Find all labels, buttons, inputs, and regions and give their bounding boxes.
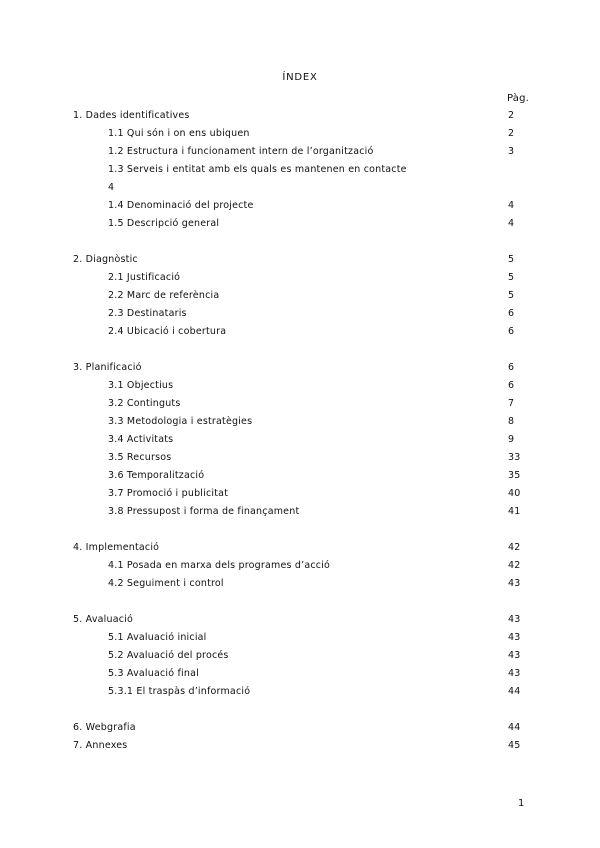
toc-entry: 5.3.1 El traspàs d’informació — [108, 686, 251, 697]
toc-page-number: 9 — [508, 434, 515, 445]
toc-entry: 3.2 Continguts — [108, 398, 181, 409]
toc-entry: 4.2 Seguiment i control — [108, 578, 224, 589]
toc-entry: 1.5 Descripció general — [108, 218, 220, 229]
toc-entry-section: 1. Dades identificatives — [73, 110, 190, 121]
toc-entry: 5.1 Avaluació inicial — [108, 632, 207, 643]
toc-page-number: 42 — [508, 542, 521, 553]
toc-entry: 2.3 Destinataris — [108, 308, 187, 319]
toc-entry: 4.1 Posada en marxa dels programes d’acció — [108, 560, 331, 571]
toc-entry: 1.3 Serveis i entitat amb els quals es mantenen en contacte — [108, 164, 407, 175]
toc-entry-section: 6. Webgrafia — [73, 722, 136, 733]
toc-page-number: 5 — [508, 272, 515, 283]
toc-page-number: 5 — [508, 290, 515, 301]
toc-entry: 1.2 Estructura i funcionament intern de l’organització — [108, 146, 374, 157]
toc-page-number: 35 — [508, 470, 521, 481]
toc-entry-wrapped-page: 4 — [108, 182, 115, 193]
toc-page-number: 8 — [508, 416, 515, 427]
toc-entry: 3.6 Temporalització — [108, 470, 205, 481]
toc-entry-section: 2. Diagnòstic — [73, 254, 138, 265]
toc-page-number: 44 — [508, 722, 521, 733]
toc-page-number: 40 — [508, 488, 521, 499]
toc-entry: 3.7 Promoció i publicitat — [108, 488, 229, 499]
index-title: ÍNDEX — [282, 72, 318, 83]
toc-page-number: 41 — [508, 506, 521, 517]
toc-entry: 5.2 Avaluació del procés — [108, 650, 229, 661]
toc-entry: 5.3 Avaluació final — [108, 668, 199, 679]
toc-entry: 2.1 Justificació — [108, 272, 181, 283]
toc-entry: 3.4 Activitats — [108, 434, 174, 445]
footer-page-number: 1 — [518, 798, 525, 809]
toc-entry-section: 4. Implementació — [73, 542, 160, 553]
toc-entry: 2.2 Marc de referència — [108, 290, 220, 301]
toc-page-number: 45 — [508, 740, 521, 751]
toc-page-number: 43 — [508, 668, 521, 679]
toc-entry: 3.8 Pressupost i forma de finançament — [108, 506, 300, 517]
toc-entry-section: 3. Planificació — [73, 362, 142, 373]
toc-entry: 3.1 Objectius — [108, 380, 174, 391]
toc-entry: 3.5 Recursos — [108, 452, 172, 463]
toc-entry: 2.4 Ubicació i cobertura — [108, 326, 227, 337]
toc-page-number: 7 — [508, 398, 515, 409]
toc-page-number: 43 — [508, 614, 521, 625]
toc-page-number: 4 — [508, 218, 515, 229]
toc-page-number: 42 — [508, 560, 521, 571]
toc-page-number: 4 — [508, 200, 515, 211]
toc-page-number: 3 — [508, 146, 515, 157]
toc-page-number: 43 — [508, 650, 521, 661]
toc-entry-section: 5. Avaluació — [73, 614, 134, 625]
toc-page-number: 6 — [508, 362, 515, 373]
toc-page-number: 43 — [508, 578, 521, 589]
toc-page-number: 43 — [508, 632, 521, 643]
toc-entry-section: 7. Annexes — [73, 740, 128, 751]
toc-page-number: 6 — [508, 308, 515, 319]
toc-page-number: 5 — [508, 254, 515, 265]
toc-page-number: 6 — [508, 326, 515, 337]
toc-page-number: 44 — [508, 686, 521, 697]
toc-page-number: 6 — [508, 380, 515, 391]
toc-page-number: 2 — [508, 128, 515, 139]
toc-page-number: 2 — [508, 110, 515, 121]
page-column-header: Pàg. — [507, 93, 530, 104]
toc-entry: 3.3 Metodologia i estratègies — [108, 416, 253, 427]
toc-entry: 1.4 Denominació del projecte — [108, 200, 254, 211]
toc-page-number: 33 — [508, 452, 521, 463]
toc-entry: 1.1 Qui són i on ens ubiquen — [108, 128, 250, 139]
